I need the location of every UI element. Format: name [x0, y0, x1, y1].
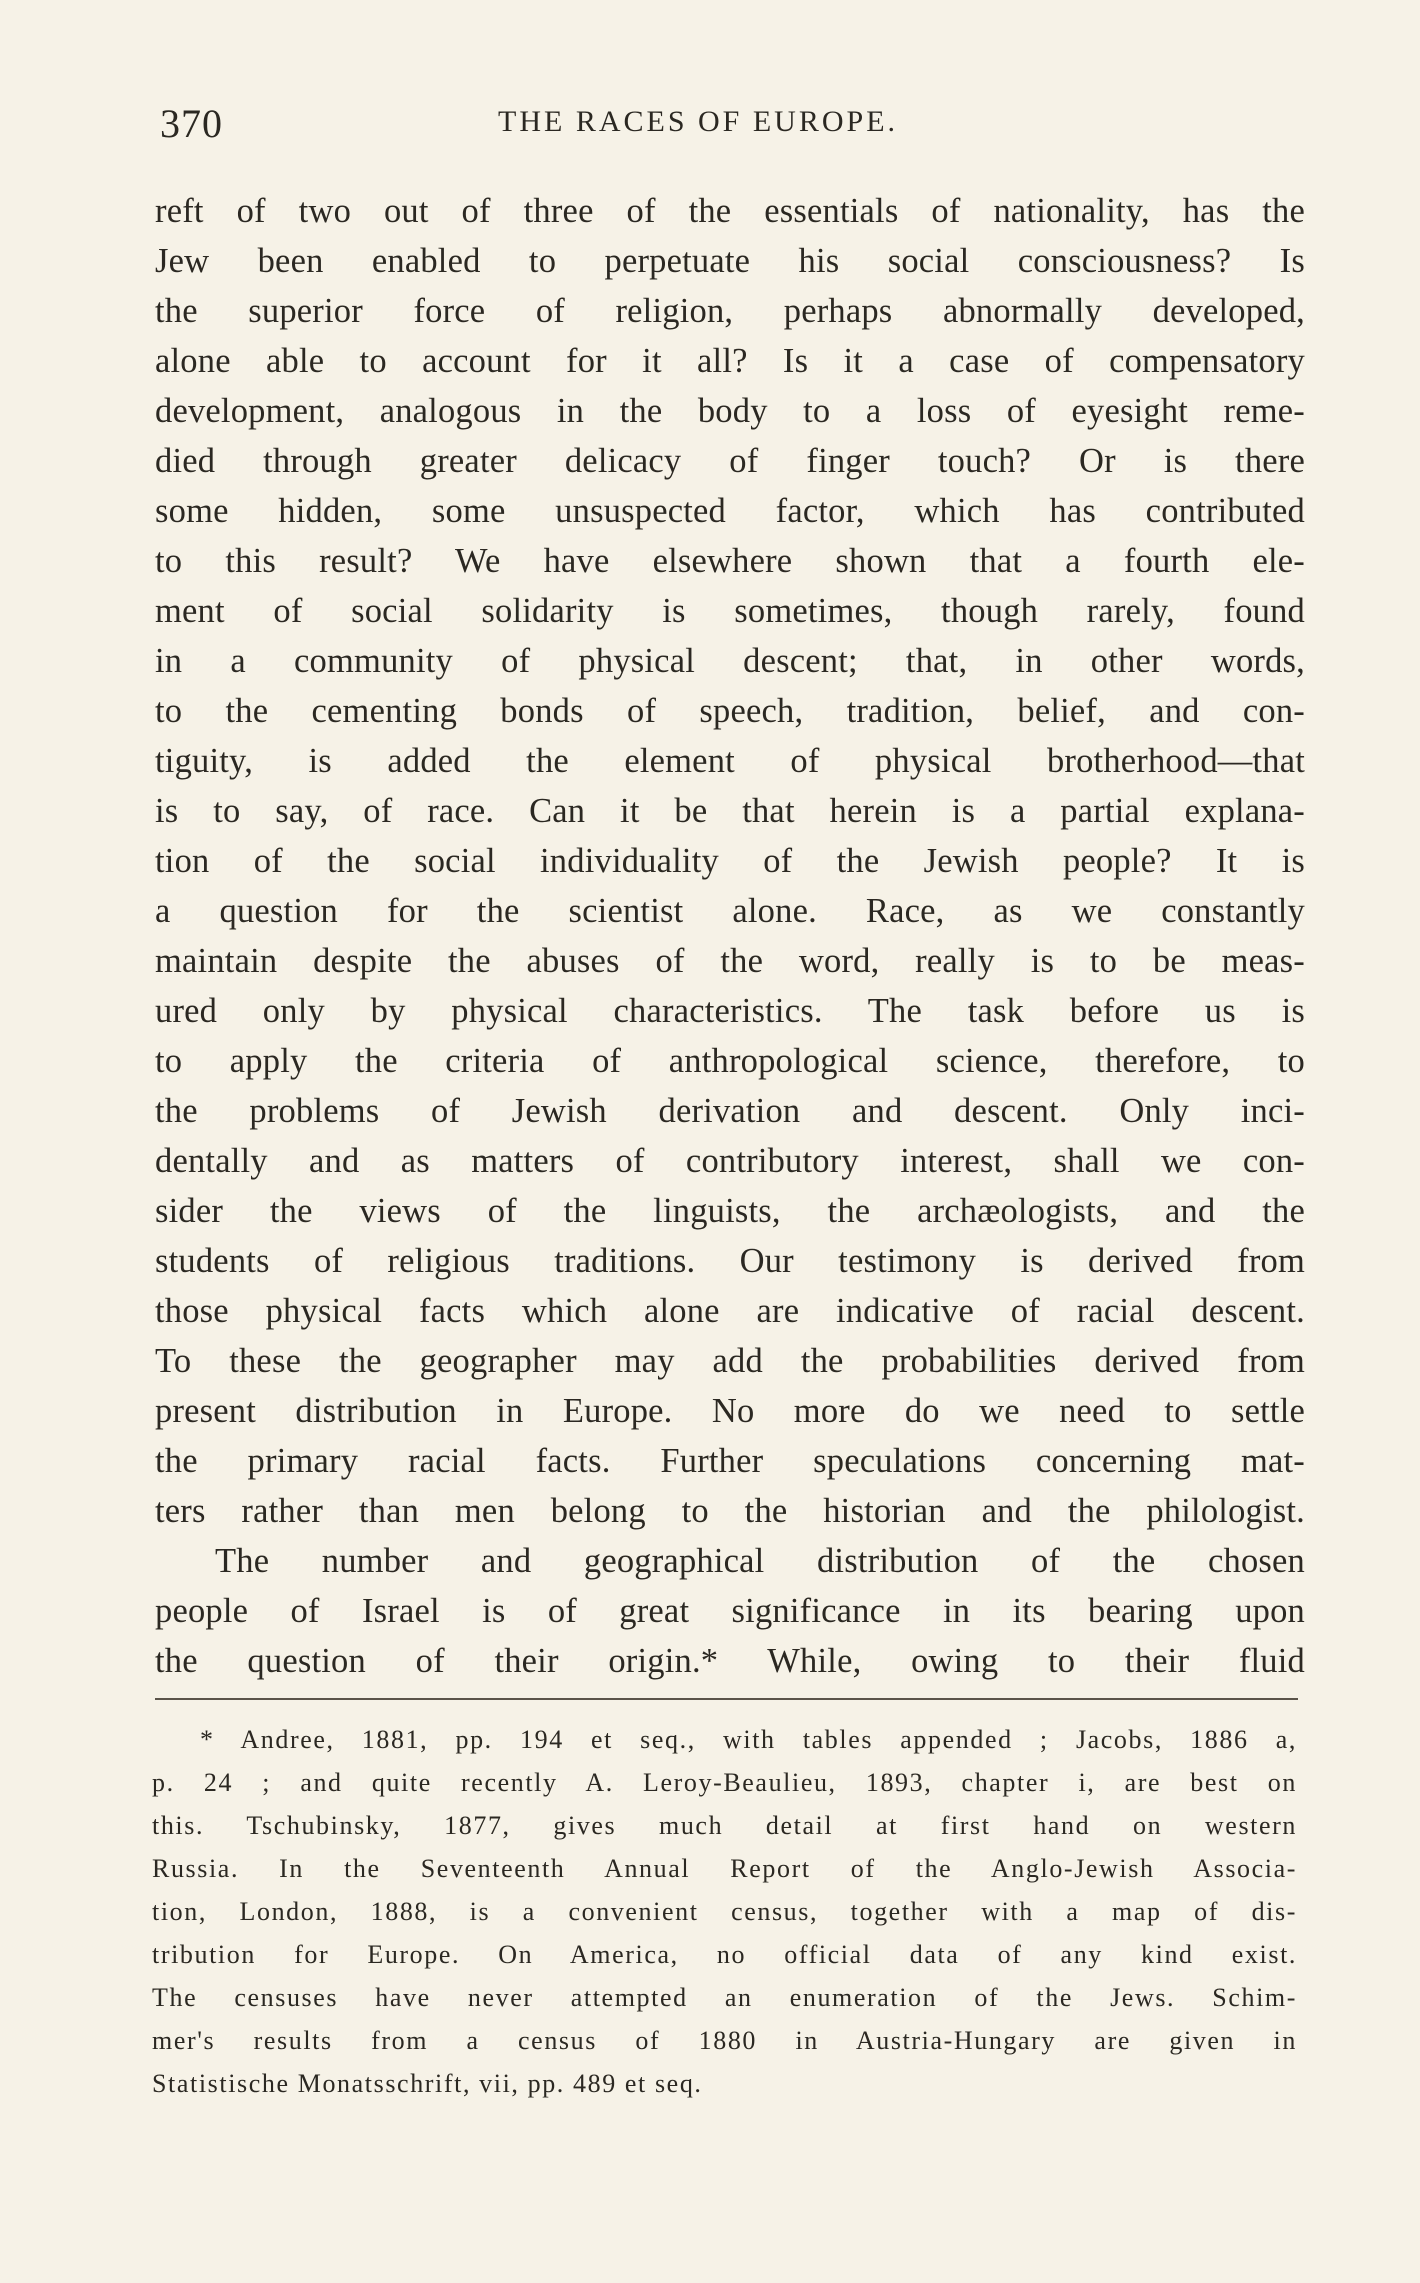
- body-line: present distribution in Europe. No more do we need to settle: [155, 1392, 1305, 1430]
- body-line: to the cementing bonds of speech, tradition, belief, and con-: [155, 692, 1305, 730]
- body-line: ters rather than men belong to the historian and the philologist.: [155, 1492, 1305, 1530]
- body-line: ured only by physical characteristics. The task before us is: [155, 992, 1305, 1030]
- footnote-line: * Andree, 1881, pp. 194 et seq., with tables appended ; Jacobs, 1886 a,: [200, 1725, 1297, 1754]
- body-line: tion of the social individuality of the Jewish people? It is: [155, 842, 1305, 880]
- footnote-line: p. 24 ; and quite recently A. Leroy-Beaulieu, 1893, chapter i, are best on: [152, 1768, 1297, 1797]
- footnote-line: tion, London, 1888, is a convenient census, together with a map of dis-: [152, 1897, 1297, 1926]
- body-line: reft of two out of three of the essentials of nationality, has the: [155, 192, 1305, 230]
- body-line: the superior force of religion, perhaps abnormally developed,: [155, 292, 1305, 330]
- paragraph-start-line: The number and geographical distribution of the chosen: [215, 1542, 1305, 1580]
- body-line: died through greater delicacy of finger touch? Or is there: [155, 442, 1305, 480]
- body-line: to this result? We have elsewhere shown that a fourth ele-: [155, 542, 1305, 580]
- body-line: dentally and as matters of contributory interest, shall we con-: [155, 1142, 1305, 1180]
- footnote-line: mer's results from a census of 1880 in Austria-Hungary are given in: [152, 2026, 1297, 2055]
- body-line: alone able to account for it all? Is it a case of compensatory: [155, 342, 1305, 380]
- body-line: is to say, of race. Can it be that herein is a partial explana-: [155, 792, 1305, 830]
- body-line: to apply the criteria of anthropological science, therefore, to: [155, 1042, 1305, 1080]
- footnote-line: this. Tschubinsky, 1877, gives much detail at first hand on western: [152, 1811, 1297, 1840]
- footnote-divider: [155, 1698, 1298, 1700]
- footnote-line: tribution for Europe. On America, no official data of any kind exist.: [152, 1940, 1297, 1969]
- footnote-line: Statistische Monatsschrift, vii, pp. 489 et seq.: [152, 2069, 703, 2098]
- body-line: sider the views of the linguists, the archæologists, and the: [155, 1192, 1305, 1230]
- footnote-line: Russia. In the Seventeenth Annual Report of the Anglo-Jewish Associa-: [152, 1854, 1297, 1883]
- body-line: the primary racial facts. Further speculations concerning mat-: [155, 1442, 1305, 1480]
- body-line: in a community of physical descent; that, in other words,: [155, 642, 1305, 680]
- body-text: [155, 186, 1305, 1686]
- footnote: [152, 1718, 1297, 2105]
- body-line: a question for the scientist alone. Race, as we constantly: [155, 892, 1305, 930]
- body-line: some hidden, some unsuspected factor, which has contributed: [155, 492, 1305, 530]
- footnote-line: The censuses have never attempted an enumeration of the Jews. Schim-: [152, 1983, 1297, 2012]
- body-line: students of religious traditions. Our testimony is derived from: [155, 1242, 1305, 1280]
- body-line: people of Israel is of great significance in its bearing upon: [155, 1592, 1305, 1630]
- body-line: maintain despite the abuses of the word, really is to be meas-: [155, 942, 1305, 980]
- body-line: To these the geographer may add the probabilities derived from: [155, 1342, 1305, 1380]
- body-line: those physical facts which alone are indicative of racial descent.: [155, 1292, 1305, 1330]
- page-number: 370: [160, 101, 223, 146]
- body-line: development, analogous in the body to a loss of eyesight reme-: [155, 392, 1305, 430]
- body-line: Jew been enabled to perpetuate his social consciousness? Is: [155, 242, 1305, 280]
- body-line: ment of social solidarity is sometimes, though rarely, found: [155, 592, 1305, 630]
- body-line: tiguity, is added the element of physical brotherhood—that: [155, 742, 1305, 780]
- body-line: the question of their origin.* While, owing to their fluid: [155, 1642, 1305, 1680]
- running-head: THE RACES OF EUROPE.: [498, 105, 899, 138]
- body-line: the problems of Jewish derivation and descent. Only inci-: [155, 1092, 1305, 1130]
